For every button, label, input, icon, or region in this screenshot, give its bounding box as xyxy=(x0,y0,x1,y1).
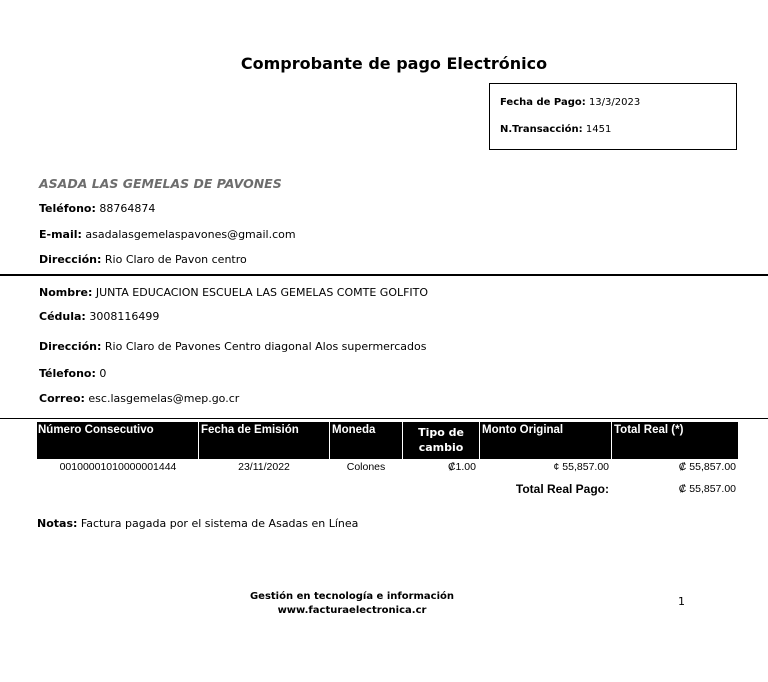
header-separator xyxy=(611,422,612,459)
header-separator xyxy=(198,422,199,459)
client-name-label: Nombre: xyxy=(39,286,93,299)
row-consecutivo: 00100001010000001444 xyxy=(59,461,177,473)
client-address-value: Rio Claro de Pavones Centro diagonal Alos supermercados xyxy=(104,340,427,353)
table-header xyxy=(37,422,738,459)
issuer-address-value: Rio Claro de Pavon centro xyxy=(104,253,247,266)
payment-info-box xyxy=(489,83,737,150)
header-separator xyxy=(329,422,330,459)
transaction-label: N.Transacción: xyxy=(500,124,583,135)
page-number: 1 xyxy=(678,595,685,608)
issuer-address-label: Dirección: xyxy=(39,253,102,266)
section-divider xyxy=(0,274,768,276)
issuer-email-value: asadalasgemelaspavones@gmail.com xyxy=(85,228,296,241)
row-monto: ¢ 55,857.00 xyxy=(553,461,609,473)
notes xyxy=(37,517,358,530)
client-email xyxy=(39,392,239,405)
client-phone xyxy=(39,367,106,380)
client-phone-value: 0 xyxy=(99,367,107,380)
client-name-value: JUNTA EDUCACION ESCUELA LAS GEMELAS COMTE GOLFITO xyxy=(95,286,429,299)
transaction-row xyxy=(500,124,611,135)
notes-label: Notas: xyxy=(37,517,78,530)
total-pago-value: ₡ 55,857.00 xyxy=(678,483,736,495)
header-fecha: Fecha de Emisión xyxy=(201,424,299,436)
transaction-value: 1451 xyxy=(585,124,612,135)
header-moneda: Moneda xyxy=(332,424,376,436)
issuer-email-label: E-mail: xyxy=(39,228,82,241)
client-id-value: 3008116499 xyxy=(89,310,160,323)
payment-date-row xyxy=(500,97,640,108)
header-separator xyxy=(479,422,480,459)
footer-line1: Gestión en tecnología e información xyxy=(249,591,455,602)
client-email-label: Correo: xyxy=(39,392,85,405)
header-tipo-line1: Tipo de xyxy=(418,426,464,439)
client-id-label: Cédula: xyxy=(39,310,86,323)
header-total: Total Real (*) xyxy=(614,424,684,436)
issuer-phone-label: Teléfono: xyxy=(39,202,96,215)
client-address-label: Dirección: xyxy=(39,340,102,353)
issuer-phone xyxy=(39,202,155,215)
notes-value: Factura pagada por el sistema de Asadas en Línea xyxy=(80,517,359,530)
row-tipo-cambio: ₡1.00 xyxy=(447,461,476,473)
client-email-value: esc.lasgemelas@mep.go.cr xyxy=(88,392,240,405)
client-phone-label: Télefono: xyxy=(39,367,96,380)
total-pago-label: Total Real Pago: xyxy=(515,482,609,496)
row-moneda: Colones xyxy=(346,461,386,473)
client-name xyxy=(39,286,428,299)
document-title: Comprobante de pago Electrónico xyxy=(240,54,548,73)
row-total: ₡ 55,857.00 xyxy=(678,461,736,473)
header-consecutivo: Número Consecutivo xyxy=(38,424,154,436)
client-address xyxy=(39,340,426,353)
client-id xyxy=(39,310,159,323)
header-tipo-line2: cambio xyxy=(418,441,464,454)
table-top-divider xyxy=(0,418,768,419)
issuer-email xyxy=(39,228,296,241)
row-fecha: 23/11/2022 xyxy=(238,461,290,473)
payment-date-value: 13/3/2023 xyxy=(588,97,641,108)
header-tipo-cambio xyxy=(403,425,479,455)
issuer-phone-value: 88764874 xyxy=(99,202,156,215)
footer-website: www.facturaelectronica.cr xyxy=(277,605,427,616)
issuer-name: ASADA LAS GEMELAS DE PAVONES xyxy=(39,176,282,191)
payment-date-label: Fecha de Pago: xyxy=(500,97,586,108)
header-monto: Monto Original xyxy=(482,424,564,436)
issuer-address xyxy=(39,253,247,266)
